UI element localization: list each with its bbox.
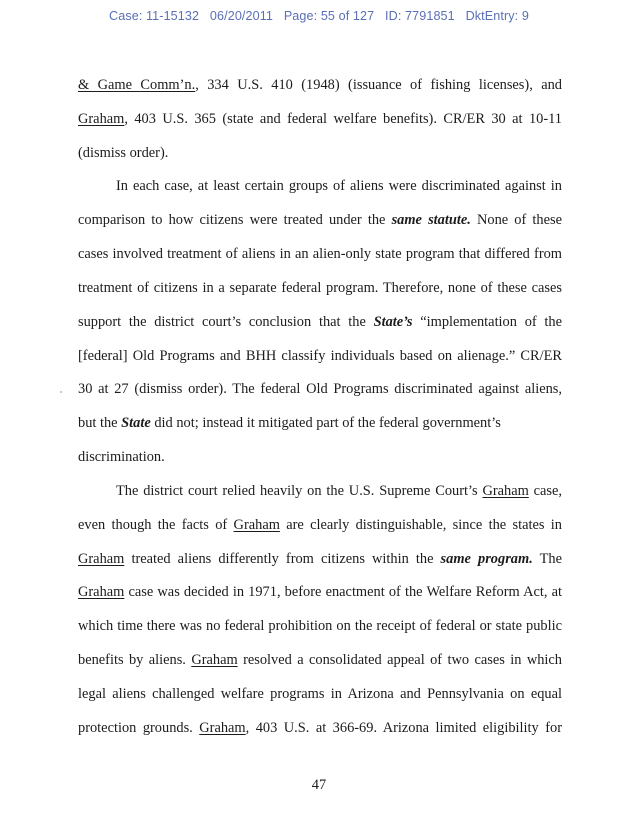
header-docket-entry: DktEntry: 9 — [465, 9, 529, 23]
emphasis: State’s — [373, 314, 413, 330]
case-citation: Graham — [78, 584, 125, 600]
case-citation: Graham — [78, 551, 125, 567]
case-citation: Graham — [233, 517, 280, 533]
text-line: & Game Comm’n., 334 U.S. 410 (1948) (issuance of fishing licenses), and — [78, 77, 562, 93]
text-line: Graham case was decided in 1971, before enactment of the Welfare Reform Act, at — [78, 584, 562, 600]
text-line: [federal] Old Programs and BHH classify individuals based on alienage.” CR/ER — [78, 348, 562, 364]
header-document-id: ID: 7791851 — [385, 9, 455, 23]
text-line: cases involved treatment of aliens in an alien-only state program that differed from — [78, 246, 562, 262]
emphasis: same program. — [440, 551, 533, 567]
text-line: even though the facts of Graham are clearly distinguishable, since the states in — [78, 517, 562, 533]
text-line: legal aliens challenged welfare programs in Arizona and Pennsylvania on equal — [78, 686, 562, 702]
text-line: which time there was no federal prohibition on the receipt of federal or state public — [78, 618, 562, 634]
page-number: 47 — [311, 777, 327, 793]
emphasis: State — [121, 415, 151, 431]
case-citation: Graham — [191, 652, 238, 668]
text-line: benefits by aliens. Graham resolved a consolidated appeal of two cases in which — [78, 652, 562, 668]
text-line: Graham treated aliens differently from citizens within the same program. The — [78, 551, 562, 567]
text-line: but the State did not; instead it mitigated part of the federal government’s — [78, 415, 501, 431]
header-case-number: Case: 11-15132 — [109, 9, 200, 23]
ecf-case-header — [0, 9, 638, 23]
text-line: protection grounds. Graham, 403 U.S. at 366-69. Arizona limited eligibility for — [78, 720, 562, 736]
text-line: (dismiss order). — [78, 145, 169, 161]
text-line: support the district court’s conclusion that the State’s “implementation of the — [78, 314, 563, 330]
paragraph-first-line: In each case, at least certain groups of aliens were discriminated against in — [116, 178, 562, 194]
paragraph-first-line: The district court relied heavily on the U.S. Supreme Court’s Graham case, — [116, 483, 562, 499]
case-citation: & Game Comm’n. — [78, 77, 196, 93]
text-line: 30 at 27 (dismiss order). The federal Old Programs discriminated against aliens, — [78, 381, 562, 397]
case-citation: Graham — [199, 720, 246, 736]
text-line: Graham, 403 U.S. 365 (state and federal welfare benefits). CR/ER 30 at 10-11 — [78, 111, 562, 127]
emphasis: same statute. — [391, 212, 471, 228]
header-filing-date: 06/20/2011 — [209, 9, 274, 23]
text-line: discrimination. — [78, 449, 165, 465]
text-line: treatment of citizens in a separate federal program. Therefore, none of these cases — [78, 280, 562, 296]
scan-speck — [60, 391, 62, 393]
case-citation: Graham — [482, 483, 529, 499]
case-citation: Graham — [78, 111, 125, 127]
text-line: comparison to how citizens were treated under the same statute. None of these — [78, 212, 562, 228]
header-page-count: Page: 55 of 127 — [283, 9, 375, 23]
